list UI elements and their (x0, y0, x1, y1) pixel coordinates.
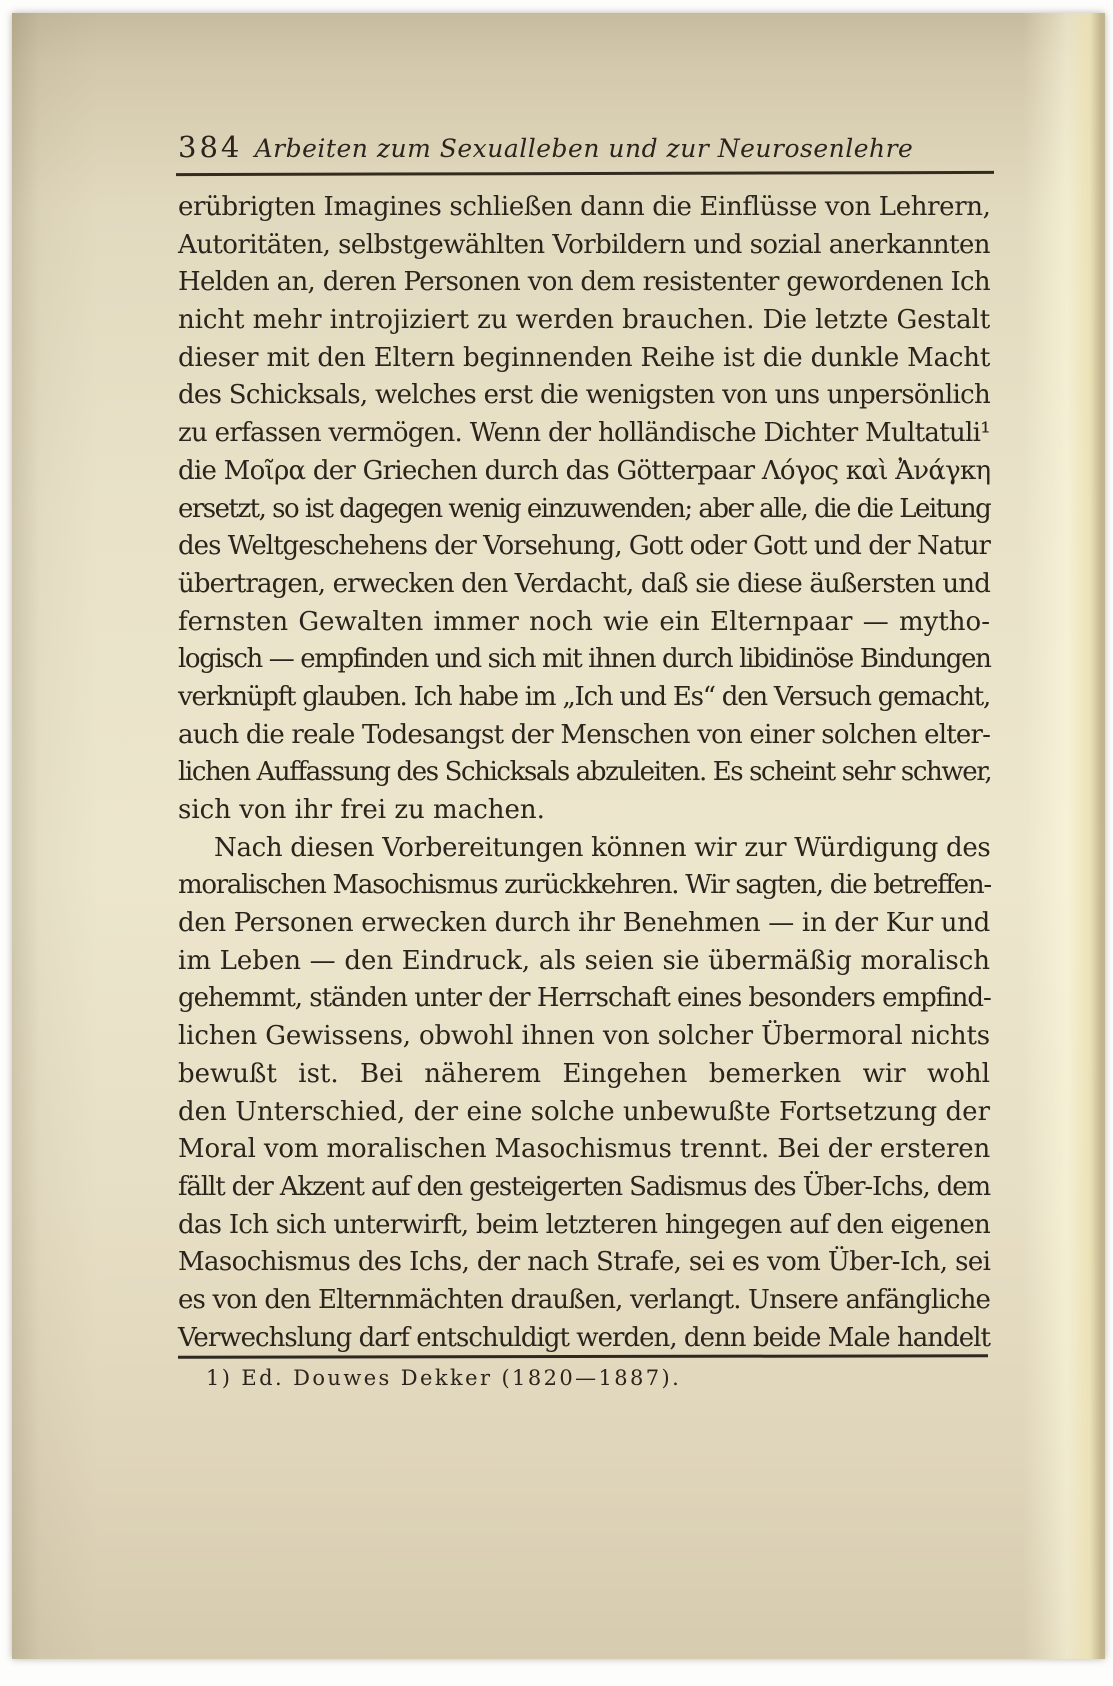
text-line: Moral vom moralischen Masochismus trennt. Bei der ersteren (178, 1134, 991, 1165)
text-line: logisch — empfinden und sich mit ihnen durch libidinöse Bindungen (178, 644, 991, 675)
text-line: das Ich sich unterwirft, beim letzteren hingegen auf den eigenen (178, 1209, 990, 1240)
footnote-rule (178, 1354, 988, 1358)
text-line: auch die reale Todesangst der Menschen von einer solchen elter- (178, 719, 991, 750)
text-line: übertragen, erwecken den Verdacht, daß sie diese äußersten und (178, 568, 990, 599)
header-rule (176, 171, 994, 176)
text-line: zu erfassen vermögen. Wenn der holländische Dichter Multatuli¹ (178, 418, 990, 449)
text-line: des Weltgeschehens der Vorsehung, Gott oder Gott und der Natur (178, 531, 990, 562)
text-line: fällt der Akzent auf den gesteigerten Sadismus des Über-Ichs, dem (178, 1171, 990, 1202)
text-line: sich von ihr frei zu machen. (178, 795, 545, 825)
text-line: des Schicksals, welches erst die wenigsten von uns unpersönlich (178, 380, 990, 411)
text-line: es von den Elternmächten draußen, verlangt. Unsere anfängliche (178, 1284, 990, 1315)
footnote: 1) Ed. Douwes Dekker (1820—1887). (206, 1366, 682, 1390)
text-line: moralischen Masochismus zurückkehren. Wir sagten, die betreffen- (178, 870, 991, 901)
text-line: den Unterschied, der eine solche unbewußte Fortsetzung der (178, 1096, 990, 1127)
text-line: Helden an, deren Personen von dem resistenter gewordenen Ich (178, 267, 990, 298)
text-line: Masochismus des Ichs, der nach Strafe, sei es vom Über-Ich, sei (178, 1247, 991, 1278)
text-line: nicht mehr introjiziert zu werden brauchen. Die letzte Gestalt (178, 305, 991, 336)
text-line: lichen Auffassung des Schicksals abzuleiten. Es scheint sehr schwer, (178, 757, 992, 788)
text-line: fernsten Gewalten immer noch wie ein Elternpaar — mytho- (178, 606, 990, 637)
running-title: Arbeiten zum Sexualleben und zur Neurosenlehre (254, 134, 914, 163)
text-line: verknüpft glauben. Ich habe im „Ich und Es“ den Versuch gemacht, (178, 681, 990, 712)
text-line: Verwechslung darf entschuldigt werden, denn beide Male handelt (178, 1322, 990, 1353)
text-line: den Personen erwecken durch ihr Benehmen — in der Kur und (178, 908, 990, 939)
text-line: dieser mit den Eltern beginnenden Reihe ist die dunkle Macht (178, 342, 991, 373)
paper-sheet (12, 13, 1105, 1659)
text-line: die Μοῖρα der Griechen durch das Götterpaar Λόγος καὶ Ἀνάγκη (178, 455, 991, 486)
text-line: gehemmt, ständen unter der Herrschaft eines besonders empfind- (178, 983, 991, 1014)
text-line: Nach diesen Vorbereitungen können wir zur Würdigung des (214, 832, 991, 863)
text-line: erübrigten Imagines schließen dann die Einflüsse von Lehrern, (178, 192, 991, 222)
text-line: ersetzt, so ist dagegen wenig einzuwenden; aber alle, die die Leitung (178, 493, 991, 524)
text-line: Autoritäten, selbstgewählten Vorbildern und sozial anerkannten (178, 229, 990, 260)
body-text (178, 189, 990, 1357)
page-number: 384 (178, 130, 243, 164)
text-line: im Leben — den Eindruck, als seien sie übermäßig moralisch (178, 945, 990, 976)
text-line: bewußt ist. Bei näherem Eingehen bemerken wir wohl (178, 1058, 990, 1089)
text-line: lichen Gewissens, obwohl ihnen von solcher Übermoral nichts (178, 1021, 990, 1052)
